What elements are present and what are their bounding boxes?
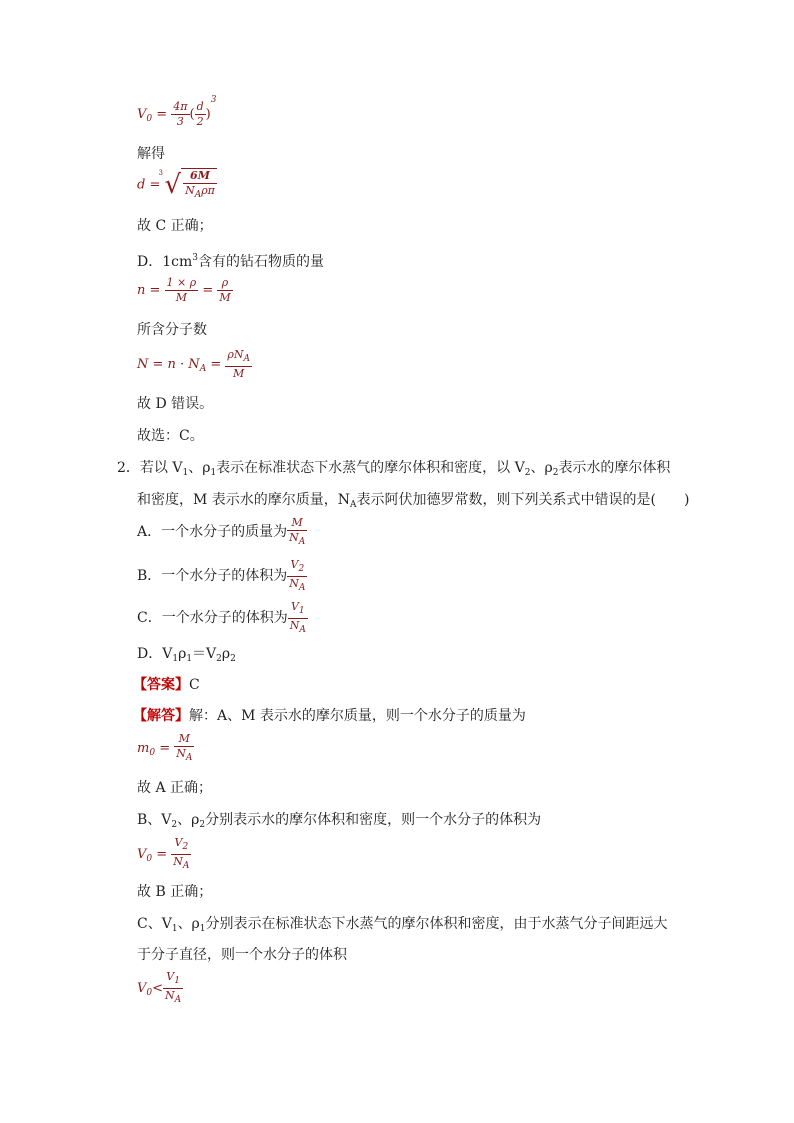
option-b: B．一个水分子的体积为 $\frac{V_2}{N_A}$ bbox=[137, 558, 306, 593]
text-c-correct: 故 C 正确； bbox=[137, 218, 213, 234]
text-b-correct: 故 B 正确； bbox=[137, 884, 213, 900]
solution-c-line1: C、$V_1$、$\rho_1$分别表示在标准状态下水蒸气的摩尔体积和密度，由于水蒸气分子间距远大 bbox=[137, 916, 668, 934]
solution-tag: 【解答】 bbox=[133, 708, 189, 724]
text-molecule-count: 所含分子数 bbox=[137, 322, 207, 338]
option-a: A．一个水分子的质量为 $\frac{M}{N_A}$ bbox=[137, 516, 306, 547]
solution-c-line2: 于分子直径，则一个水分子的体积 bbox=[137, 947, 347, 963]
amount-formula: n = $\frac{1 \times \rho}{M}$ = $\frac{\rho}{M}$ bbox=[137, 276, 231, 304]
text-choice: 故选：C。 bbox=[137, 428, 204, 444]
answer-value: C bbox=[189, 677, 200, 693]
option-d: D．$V_1\rho_1=V_2\rho_2$ bbox=[137, 646, 236, 664]
m0-formula: $m_0$ = $\frac{M}{N_A}$ bbox=[137, 732, 193, 763]
question-2-line1: 2．若以 $V_1$、$\rho_1$表示在标准状态下水蒸气的摩尔体积和密度，以 $V_2$、$\rho_2$表示水的摩尔体积 bbox=[117, 460, 671, 478]
text-a-correct: 故 A 正确； bbox=[137, 780, 213, 796]
text-option-d-intro: D．$1cm^3$含有的钻石物质的量 bbox=[137, 253, 324, 270]
question-2-line2: 和密度，M 表示水的摩尔质量，$N_A$表示阿伏加德罗常数，则下列关系式中错误的是( ) bbox=[137, 492, 690, 510]
text-d-wrong: 故 D 错误。 bbox=[137, 396, 214, 412]
answer-line bbox=[133, 675, 200, 695]
v0-formula-b: $V_0$ = $\frac{V_2}{N_A}$ bbox=[137, 836, 190, 871]
text-jiede: 解得 bbox=[137, 146, 165, 162]
option-c: C．一个水分子的体积为 $\frac{V_1}{N_A}$ bbox=[137, 600, 306, 635]
solution-b: B、$V_2$、$\rho_2$分别表示水的摩尔体积和密度，则一个水分子的体积为 bbox=[137, 812, 542, 830]
volume-formula: $V_0$ = $\frac{4\pi}{3}$ ( $\frac{d}{2}$ )$^3$ bbox=[137, 95, 217, 128]
diameter-formula: d = 3 √ $\frac{6M}{N_A\rho\pi}$ bbox=[137, 169, 215, 200]
count-formula: $N = n \cdot N_A$ = $\frac{\rho N_A}{M}$ bbox=[137, 348, 250, 380]
answer-tag: 【答案】 bbox=[133, 677, 189, 693]
v0-inequality: $V_0<$ $\frac{V_1}{N_A}$ bbox=[137, 970, 182, 1005]
solution-line: 【解答】解：A、M 表示水的摩尔质量，则一个水分子的质量为 bbox=[133, 708, 526, 724]
